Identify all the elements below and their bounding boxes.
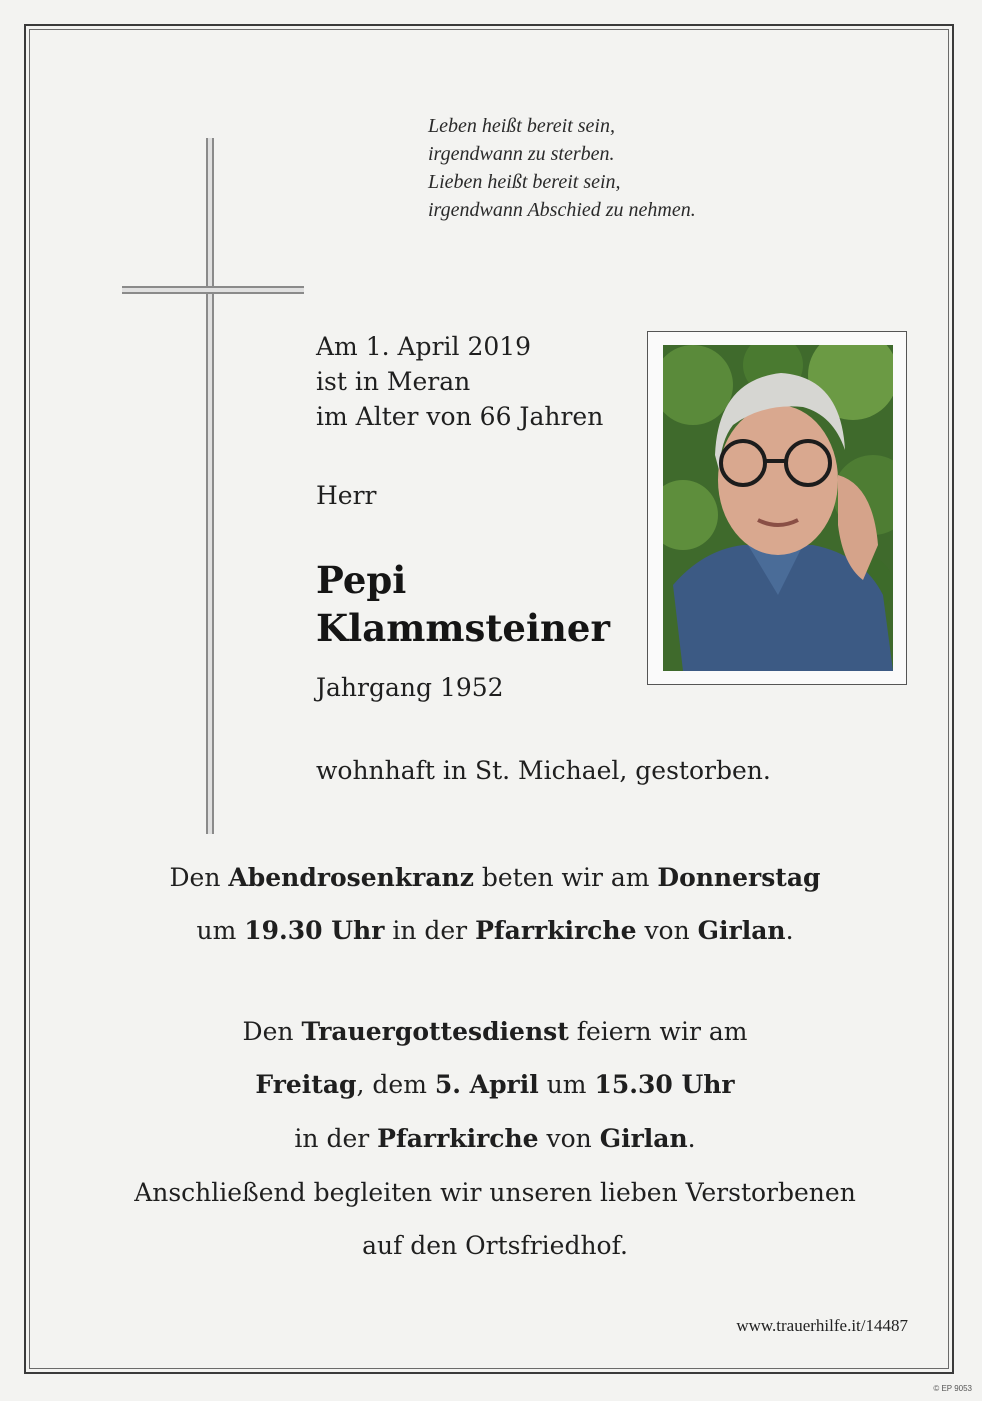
text-beten: beten wir am [481, 863, 650, 892]
rosary-place: Pfarrkirche [475, 916, 637, 945]
cross-icon-bar [122, 286, 304, 294]
text-von: von [644, 916, 690, 945]
memorial-quote [428, 112, 696, 224]
text-um: um [196, 916, 237, 945]
portrait-photo [663, 345, 893, 671]
death-place: ist in Meran [316, 367, 471, 396]
funeral-date: 5. April [434, 1070, 539, 1099]
rosary-line-1 [60, 863, 930, 892]
funeral-line-2 [60, 1070, 930, 1099]
text-feiern: feiern wir am [576, 1017, 748, 1046]
funeral-time: 15.30 Uhr [594, 1070, 735, 1099]
funeral-town: Girlan [599, 1124, 688, 1153]
funeral-place: Pfarrkirche [377, 1124, 539, 1153]
rosary-time: 19.30 Uhr [244, 916, 385, 945]
funeral-line-1 [60, 1017, 930, 1046]
period: . [785, 916, 794, 945]
text-um: um [546, 1070, 587, 1099]
text-den: Den [242, 1017, 294, 1046]
cross-icon [206, 138, 214, 834]
rosary-event: Abendrosenkranz [228, 863, 474, 892]
first-name: Pepi [316, 558, 407, 602]
funeral-event: Trauergottesdienst [301, 1017, 569, 1046]
text-den: Den [169, 863, 221, 892]
rosary-day: Donnerstag [657, 863, 821, 892]
funeral-day: Freitag [255, 1070, 357, 1099]
funeral-line-4: Anschließend begleiten wir unseren lieben Verstorbenen [134, 1178, 856, 1207]
text-in-der: in der [392, 916, 468, 945]
quote-line: Lieben heißt bereit sein, [428, 171, 621, 193]
period: . [687, 1124, 696, 1153]
text-von: von [546, 1124, 592, 1153]
footer-url[interactable]: www.trauerhilfe.it/14487 [736, 1316, 908, 1335]
quote-line: irgendwann Abschied zu nehmen. [428, 199, 696, 221]
quote-line: Leben heißt bereit sein, [428, 115, 615, 137]
rosary-line-2 [60, 916, 930, 945]
rosary-town: Girlan [697, 916, 786, 945]
text-dem: , dem [356, 1070, 427, 1099]
death-date: Am 1. April 2019 [316, 332, 532, 361]
text-in-der: in der [294, 1124, 370, 1153]
footer-code: © EP 9053 [933, 1384, 972, 1393]
age-at-death: im Alter von 66 Jahren [316, 402, 604, 431]
last-name: Klammsteiner [316, 606, 610, 650]
quote-line: irgendwann zu sterben. [428, 143, 615, 165]
funeral-line-3 [60, 1124, 930, 1153]
birth-year: Jahrgang 1952 [316, 673, 504, 702]
residence: wohnhaft in St. Michael, gestorben. [316, 756, 771, 785]
salutation: Herr [316, 481, 377, 510]
funeral-line-5: auf den Ortsfriedhof. [362, 1231, 628, 1260]
